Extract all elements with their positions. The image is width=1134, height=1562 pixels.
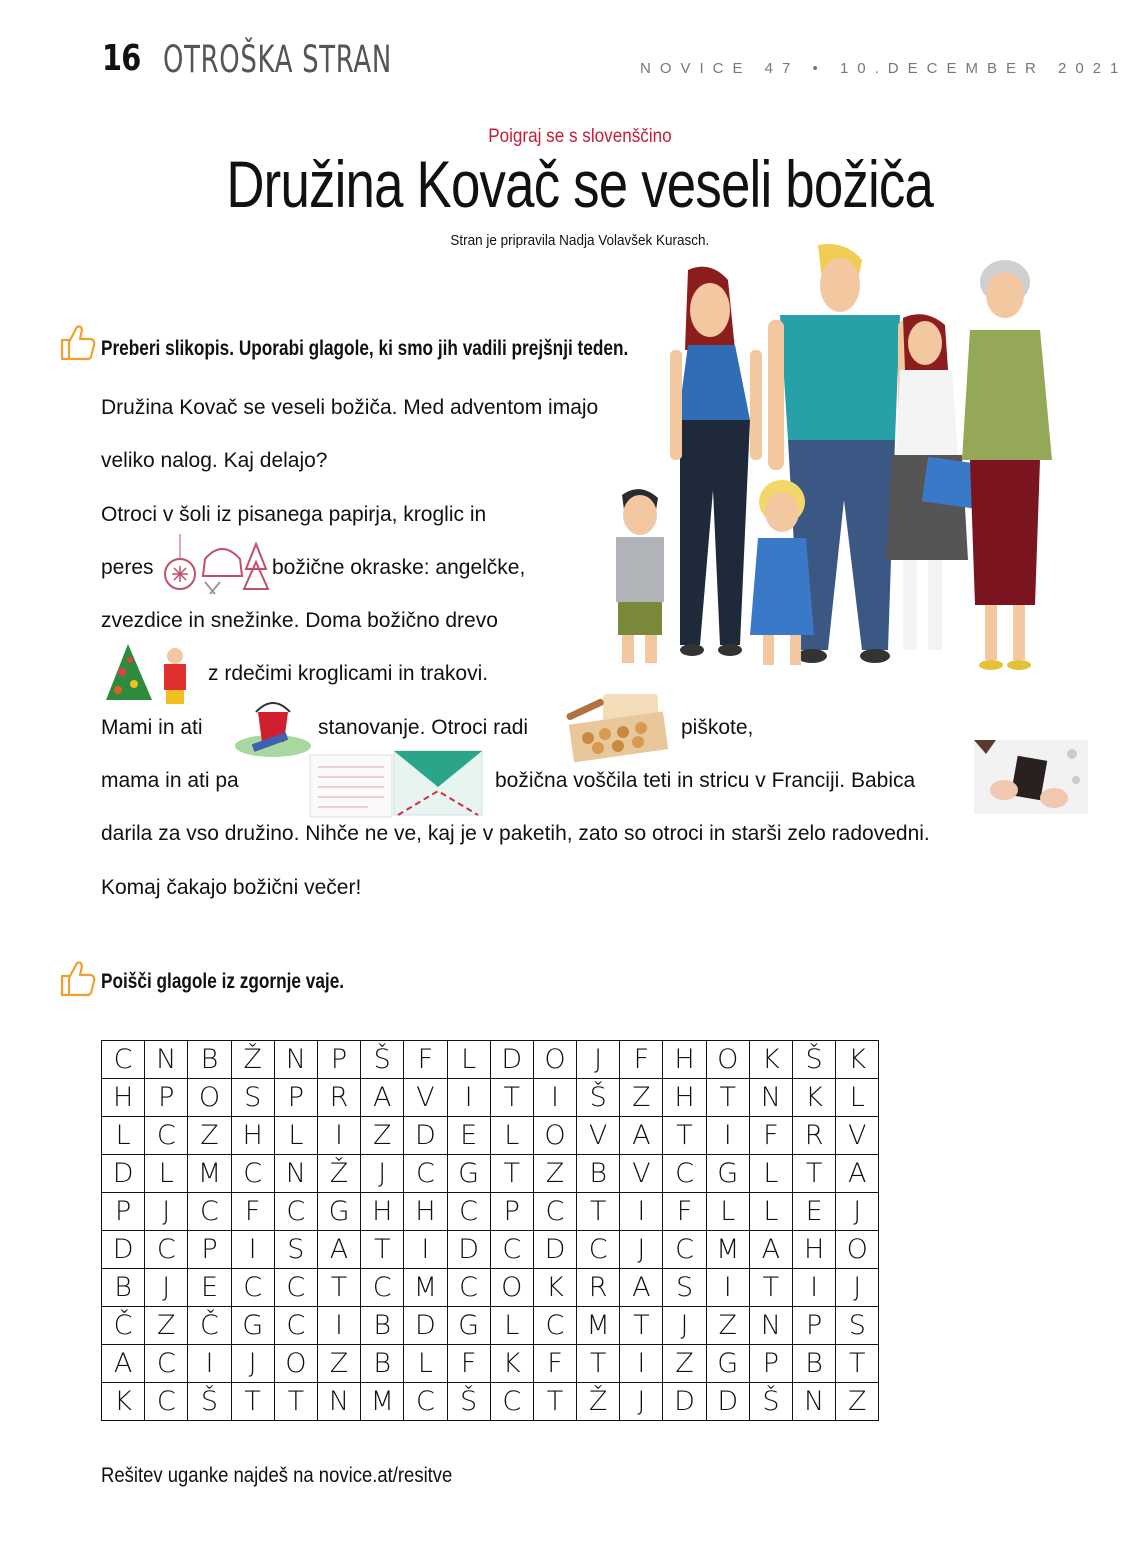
grid-cell[interactable]: D bbox=[447, 1231, 490, 1269]
issue-info: NOVICE 47 • 10.DECEMBER 2021 bbox=[640, 60, 1128, 77]
grid-cell[interactable]: C bbox=[231, 1155, 274, 1193]
grid-cell[interactable]: T bbox=[490, 1155, 533, 1193]
grid-cell[interactable]: C bbox=[577, 1231, 620, 1269]
grid-cell[interactable]: C bbox=[274, 1269, 317, 1307]
thumbs-up-icon bbox=[58, 958, 96, 998]
grid-cell[interactable]: C bbox=[145, 1383, 188, 1421]
grid-cell[interactable]: M bbox=[706, 1231, 749, 1269]
grid-cell[interactable]: S bbox=[836, 1307, 879, 1345]
grid-cell[interactable]: C bbox=[490, 1231, 533, 1269]
grid-cell[interactable]: J bbox=[361, 1155, 404, 1193]
story-line-3: Otroci v šoli iz pisanega papirja, kroglic in bbox=[101, 503, 487, 526]
baking-cookies-picture bbox=[563, 688, 673, 766]
grid-cell[interactable]: N bbox=[274, 1155, 317, 1193]
grid-cell[interactable]: K bbox=[836, 1041, 879, 1079]
story-line-5: zvezdice in snežinke. Doma božično drevo bbox=[101, 609, 498, 632]
grid-cell[interactable]: N bbox=[145, 1041, 188, 1079]
grid-cell[interactable]: H bbox=[231, 1117, 274, 1155]
grid-cell[interactable]: D bbox=[706, 1383, 749, 1421]
grid-cell[interactable]: P bbox=[749, 1345, 792, 1383]
grid-cell[interactable]: R bbox=[317, 1079, 360, 1117]
grandma-figure bbox=[962, 260, 1052, 670]
gift-wrapping-picture bbox=[974, 740, 1088, 814]
grid-cell[interactable]: G bbox=[231, 1307, 274, 1345]
grid-cell[interactable]: G bbox=[447, 1307, 490, 1345]
grid-cell[interactable]: H bbox=[102, 1079, 145, 1117]
grid-cell[interactable]: C bbox=[274, 1307, 317, 1345]
grid-cell[interactable]: I bbox=[447, 1079, 490, 1117]
grid-cell[interactable]: I bbox=[793, 1269, 836, 1307]
grid-cell[interactable]: H bbox=[663, 1041, 706, 1079]
grid-cell[interactable]: C bbox=[404, 1155, 447, 1193]
grid-cell[interactable]: Z bbox=[706, 1307, 749, 1345]
story-line-10: Komaj čakajo božični večer! bbox=[101, 876, 362, 899]
grid-row bbox=[102, 1193, 879, 1231]
grid-cell[interactable]: P bbox=[317, 1041, 360, 1079]
grid-row bbox=[102, 1345, 879, 1383]
grid-row bbox=[102, 1041, 879, 1079]
grid-cell[interactable]: O bbox=[706, 1041, 749, 1079]
grid-cell[interactable]: S bbox=[231, 1079, 274, 1117]
story-line-7b: stanovanje. Otroci radi bbox=[318, 716, 529, 739]
page-title: Družina Kovač se veseli božiča bbox=[226, 147, 934, 221]
grid-cell[interactable]: F bbox=[231, 1193, 274, 1231]
solution-note: Rešitev uganke najdeš na novice.at/resitve bbox=[101, 1464, 453, 1487]
grid-cell[interactable]: O bbox=[274, 1345, 317, 1383]
grid-cell[interactable]: C bbox=[533, 1193, 576, 1231]
grid-cell[interactable]: Š bbox=[793, 1041, 836, 1079]
grid-cell[interactable]: H bbox=[793, 1231, 836, 1269]
story-line-1: Družina Kovač se veseli božiča. Med adventom imajo bbox=[101, 396, 599, 419]
grid-cell[interactable]: C bbox=[231, 1269, 274, 1307]
grid-cell[interactable]: Č bbox=[188, 1307, 231, 1345]
exercise2-instruction: Poišči glagole iz zgornje vaje. bbox=[101, 970, 345, 993]
story-line-8a: mama in ati pa bbox=[101, 769, 239, 792]
grid-cell[interactable]: S bbox=[663, 1269, 706, 1307]
grid-cell[interactable]: G bbox=[447, 1155, 490, 1193]
grid-cell[interactable]: J bbox=[231, 1345, 274, 1383]
grid-cell[interactable]: T bbox=[577, 1345, 620, 1383]
grid-cell[interactable]: J bbox=[663, 1307, 706, 1345]
grid-row bbox=[102, 1383, 879, 1421]
grid-cell[interactable]: P bbox=[793, 1307, 836, 1345]
grid-cell[interactable]: F bbox=[533, 1345, 576, 1383]
grid-cell[interactable]: R bbox=[793, 1117, 836, 1155]
grid-cell[interactable]: B bbox=[102, 1269, 145, 1307]
grid-cell[interactable]: T bbox=[317, 1269, 360, 1307]
grid-cell[interactable]: I bbox=[706, 1117, 749, 1155]
grid-cell[interactable]: I bbox=[317, 1117, 360, 1155]
grid-cell[interactable]: Ž bbox=[231, 1041, 274, 1079]
grid-cell[interactable]: Z bbox=[620, 1079, 663, 1117]
grid-cell[interactable]: A bbox=[749, 1231, 792, 1269]
grid-cell[interactable]: S bbox=[274, 1231, 317, 1269]
grid-cell[interactable]: T bbox=[620, 1307, 663, 1345]
grid-cell[interactable]: C bbox=[188, 1193, 231, 1231]
grid-cell[interactable]: R bbox=[577, 1269, 620, 1307]
grid-cell[interactable]: J bbox=[145, 1269, 188, 1307]
grid-cell[interactable]: T bbox=[663, 1117, 706, 1155]
grid-cell[interactable]: K bbox=[490, 1345, 533, 1383]
grid-cell[interactable]: E bbox=[793, 1193, 836, 1231]
story-line-6: z rdečimi kroglicami in trakovi. bbox=[208, 662, 489, 685]
grid-cell[interactable]: L bbox=[706, 1193, 749, 1231]
grid-cell[interactable]: L bbox=[749, 1193, 792, 1231]
grid-cell[interactable]: D bbox=[533, 1231, 576, 1269]
grid-cell[interactable]: D bbox=[490, 1041, 533, 1079]
grid-cell[interactable]: N bbox=[749, 1079, 792, 1117]
grid-cell[interactable]: D bbox=[102, 1231, 145, 1269]
tree-decorating-picture bbox=[100, 642, 195, 706]
grid-cell[interactable]: C bbox=[145, 1117, 188, 1155]
boy-figure bbox=[616, 489, 664, 663]
grid-cell[interactable]: L bbox=[404, 1345, 447, 1383]
grid-cell[interactable]: C bbox=[274, 1193, 317, 1231]
grid-cell[interactable]: F bbox=[663, 1193, 706, 1231]
thumbs-up-icon bbox=[58, 322, 96, 362]
grid-cell[interactable]: P bbox=[102, 1193, 145, 1231]
grid-cell[interactable]: L bbox=[102, 1117, 145, 1155]
grid-cell[interactable]: D bbox=[404, 1307, 447, 1345]
grid-cell[interactable]: T bbox=[577, 1193, 620, 1231]
grid-cell[interactable]: L bbox=[447, 1041, 490, 1079]
grid-cell[interactable]: O bbox=[533, 1041, 576, 1079]
grid-cell[interactable]: N bbox=[793, 1383, 836, 1421]
grid-cell[interactable]: N bbox=[317, 1383, 360, 1421]
grid-cell[interactable]: A bbox=[102, 1345, 145, 1383]
grid-cell[interactable]: B bbox=[577, 1155, 620, 1193]
grid-cell[interactable]: C bbox=[102, 1041, 145, 1079]
grid-cell[interactable]: I bbox=[317, 1307, 360, 1345]
kicker: Poigraj se s slovenščino bbox=[488, 126, 672, 147]
grid-cell[interactable]: T bbox=[749, 1269, 792, 1307]
grid-cell[interactable]: C bbox=[404, 1383, 447, 1421]
grid-cell[interactable]: E bbox=[188, 1269, 231, 1307]
grid-cell[interactable]: A bbox=[620, 1269, 663, 1307]
story-line-9: darila za vso družino. Nihče ne ve, kaj je v paketih, zato so otroci in starši zelo radovedni. bbox=[101, 822, 930, 845]
grid-cell[interactable]: H bbox=[663, 1079, 706, 1117]
grid-cell[interactable]: G bbox=[706, 1345, 749, 1383]
ornaments-craft-picture bbox=[160, 534, 270, 598]
grid-cell[interactable]: L bbox=[274, 1117, 317, 1155]
grid-cell[interactable]: J bbox=[836, 1193, 879, 1231]
exercise1-instruction: Preberi slikopis. Uporabi glagole, ki smo jih vadili prejšnji teden. bbox=[101, 337, 629, 360]
grid-cell[interactable]: D bbox=[102, 1155, 145, 1193]
story-line-7c: piškote, bbox=[681, 716, 754, 739]
grid-cell[interactable]: M bbox=[577, 1307, 620, 1345]
grid-cell[interactable]: K bbox=[102, 1383, 145, 1421]
grid-cell[interactable]: A bbox=[620, 1117, 663, 1155]
grid-cell[interactable]: T bbox=[231, 1383, 274, 1421]
grid-cell[interactable]: C bbox=[145, 1345, 188, 1383]
story-line-4a: peres bbox=[101, 556, 154, 579]
grid-cell[interactable]: Ž bbox=[577, 1383, 620, 1421]
grid-cell[interactable]: Ž bbox=[317, 1155, 360, 1193]
grid-cell[interactable]: G bbox=[706, 1155, 749, 1193]
grid-cell[interactable]: C bbox=[663, 1231, 706, 1269]
grid-cell[interactable]: A bbox=[836, 1155, 879, 1193]
grid-cell[interactable]: L bbox=[490, 1307, 533, 1345]
grid-cell[interactable]: D bbox=[404, 1117, 447, 1155]
grid-cell[interactable]: C bbox=[533, 1307, 576, 1345]
grid-cell[interactable]: A bbox=[317, 1231, 360, 1269]
grid-cell[interactable]: T bbox=[490, 1079, 533, 1117]
grid-cell[interactable]: P bbox=[145, 1079, 188, 1117]
grid-row bbox=[102, 1231, 879, 1269]
grid-cell[interactable]: V bbox=[577, 1117, 620, 1155]
grid-cell[interactable]: K bbox=[793, 1079, 836, 1117]
grid-cell[interactable]: T bbox=[793, 1155, 836, 1193]
family-illustration bbox=[600, 240, 1070, 680]
grid-cell[interactable]: N bbox=[274, 1041, 317, 1079]
grid-cell[interactable]: I bbox=[620, 1345, 663, 1383]
grid-cell[interactable]: M bbox=[361, 1383, 404, 1421]
grid-cell[interactable]: P bbox=[490, 1193, 533, 1231]
grid-cell[interactable]: F bbox=[447, 1345, 490, 1383]
grid-cell[interactable]: B bbox=[361, 1307, 404, 1345]
grid-cell[interactable]: J bbox=[620, 1383, 663, 1421]
grid-row bbox=[102, 1155, 879, 1193]
grid-cell[interactable]: Č bbox=[102, 1307, 145, 1345]
grid-cell[interactable]: O bbox=[836, 1231, 879, 1269]
grid-cell[interactable]: M bbox=[404, 1269, 447, 1307]
grid-cell[interactable]: B bbox=[361, 1345, 404, 1383]
grid-cell[interactable]: Z bbox=[836, 1383, 879, 1421]
grid-row bbox=[102, 1117, 879, 1155]
grid-cell[interactable]: V bbox=[620, 1155, 663, 1193]
grid-cell[interactable]: J bbox=[145, 1193, 188, 1231]
grid-cell[interactable]: I bbox=[231, 1231, 274, 1269]
page-number: 16 bbox=[102, 38, 141, 79]
grid-cell[interactable]: F bbox=[404, 1041, 447, 1079]
grid-cell[interactable]: I bbox=[620, 1193, 663, 1231]
grid-cell[interactable]: T bbox=[274, 1383, 317, 1421]
grid-row bbox=[102, 1307, 879, 1345]
grid-cell[interactable]: T bbox=[533, 1383, 576, 1421]
grid-cell[interactable]: Š bbox=[447, 1383, 490, 1421]
story-line-8b: božična voščila teti in stricu v Franciji. Babica bbox=[495, 769, 916, 792]
grid-cell[interactable]: Š bbox=[188, 1383, 231, 1421]
grid-row bbox=[102, 1079, 879, 1117]
grid-cell[interactable]: C bbox=[663, 1155, 706, 1193]
grid-cell[interactable]: Š bbox=[577, 1079, 620, 1117]
grid-cell[interactable]: T bbox=[361, 1231, 404, 1269]
grid-cell[interactable]: T bbox=[836, 1345, 879, 1383]
grid-cell[interactable]: D bbox=[663, 1383, 706, 1421]
grid-cell[interactable]: V bbox=[836, 1117, 879, 1155]
grid-cell[interactable]: Z bbox=[361, 1117, 404, 1155]
grid-cell[interactable]: B bbox=[793, 1345, 836, 1383]
grid-cell[interactable]: Z bbox=[317, 1345, 360, 1383]
grid-cell[interactable]: E bbox=[447, 1117, 490, 1155]
grid-cell[interactable]: N bbox=[749, 1307, 792, 1345]
grid-cell[interactable]: F bbox=[620, 1041, 663, 1079]
grid-cell[interactable]: C bbox=[145, 1231, 188, 1269]
writing-letters-picture bbox=[308, 747, 488, 819]
grid-cell[interactable]: H bbox=[404, 1193, 447, 1231]
grid-cell[interactable]: J bbox=[620, 1231, 663, 1269]
grid-cell[interactable]: M bbox=[188, 1155, 231, 1193]
grid-cell[interactable]: B bbox=[188, 1041, 231, 1079]
story-line-7a: Mami in ati bbox=[101, 716, 203, 739]
grid-cell[interactable]: J bbox=[577, 1041, 620, 1079]
grid-cell[interactable]: H bbox=[361, 1193, 404, 1231]
grid-cell[interactable]: C bbox=[490, 1383, 533, 1421]
grid-cell[interactable]: V bbox=[404, 1079, 447, 1117]
story-line-4b: božične okraske: angelčke, bbox=[272, 556, 526, 579]
cleaning-bucket-picture bbox=[230, 698, 316, 760]
credit: Stran je pripravila Nadja Volavšek Kurasch. bbox=[450, 232, 710, 249]
word-search-grid bbox=[101, 1040, 879, 1421]
grid-cell[interactable]: C bbox=[447, 1269, 490, 1307]
grid-cell[interactable]: G bbox=[317, 1193, 360, 1231]
section-title: OTROŠKA STRAN bbox=[163, 38, 392, 81]
mother-figure bbox=[670, 267, 762, 656]
story-line-2: veliko nalog. Kaj delajo? bbox=[101, 449, 328, 472]
grid-cell[interactable]: Z bbox=[145, 1307, 188, 1345]
grid-cell[interactable]: C bbox=[447, 1193, 490, 1231]
grid-cell[interactable]: K bbox=[749, 1041, 792, 1079]
grid-cell[interactable]: P bbox=[274, 1079, 317, 1117]
grid-cell[interactable]: O bbox=[490, 1269, 533, 1307]
grid-cell[interactable]: Š bbox=[749, 1383, 792, 1421]
grid-cell[interactable]: O bbox=[533, 1117, 576, 1155]
grid-cell[interactable]: Š bbox=[361, 1041, 404, 1079]
grid-cell[interactable]: A bbox=[361, 1079, 404, 1117]
grid-cell[interactable]: K bbox=[533, 1269, 576, 1307]
grid-cell[interactable]: L bbox=[836, 1079, 879, 1117]
grid-cell[interactable]: I bbox=[706, 1269, 749, 1307]
grid-cell[interactable]: L bbox=[490, 1117, 533, 1155]
grid-cell[interactable]: Z bbox=[533, 1155, 576, 1193]
grid-cell[interactable]: J bbox=[836, 1269, 879, 1307]
grid-cell[interactable]: L bbox=[749, 1155, 792, 1193]
grid-cell[interactable]: Z bbox=[663, 1345, 706, 1383]
grid-cell[interactable]: T bbox=[706, 1079, 749, 1117]
grid-cell[interactable]: P bbox=[188, 1231, 231, 1269]
grid-cell[interactable]: L bbox=[145, 1155, 188, 1193]
grid-cell[interactable]: O bbox=[188, 1079, 231, 1117]
grid-cell[interactable]: I bbox=[533, 1079, 576, 1117]
grid-cell[interactable]: I bbox=[404, 1231, 447, 1269]
grid-cell[interactable]: Z bbox=[188, 1117, 231, 1155]
grid-row bbox=[102, 1269, 879, 1307]
grid-cell[interactable]: F bbox=[749, 1117, 792, 1155]
grid-cell[interactable]: C bbox=[361, 1269, 404, 1307]
grid-cell[interactable]: I bbox=[188, 1345, 231, 1383]
